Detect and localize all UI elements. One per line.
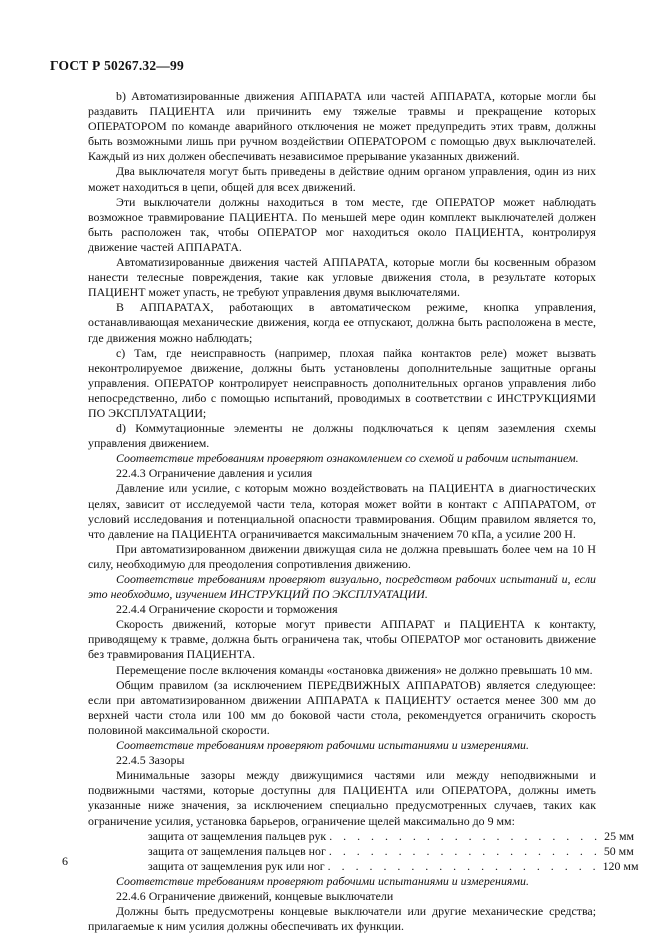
paragraph: Давление или усилие, с которым можно воздействовать на ПАЦИЕНТА в диагностических целях, зависит от исследуемой части тела, которая может войти в контакт с АППАРАТОМ, от условий исследования и потенциальной опасности травмирования. Общим правилом является то, что давление на ПАЦИЕНТА ограничивается максимальным значением 70 кПа, а усилие 200 Н. — [88, 481, 596, 541]
paragraph: Скорость движений, которые могут привести АППАРАТ и ПАЦИЕНТА к контакту, приводящему к травме, должна быть ограничена так, чтобы ОПЕРАТОР мог остановить движение без травмирования ПАЦИЕНТА. — [88, 617, 596, 662]
leader-dots: . . . . . . . . . . . . . . . . . . . . — [327, 858, 600, 873]
clearance-row — [148, 828, 635, 844]
paragraph: При автоматизированном движении движущая сила не должна превышать более чем на 10 Н силу, необходимую для преодоления сопротивления движению. — [88, 541, 596, 571]
paragraph: Перемещение после включения команды «остановка движения» не должно превышать 10 мм. — [116, 662, 593, 677]
compliance-note: Соответствие требованиям проверяют рабочими испытаниями и измерениями. — [116, 873, 529, 888]
clearance-label: защита от защемления пальцев рук — [148, 828, 327, 843]
compliance-note: Соответствие требованиям проверяют визуально, посредством рабочих испытаний и, если это необходимо, изучением ИНСТРУКЦИЙ ПО ЭКСПЛУАТАЦИИ. — [88, 572, 596, 602]
paragraph: Общим правилом (за исключением ПЕРЕДВИЖНЫХ АППАРАТОВ) является следующее: если при автоматизированном движении АППАРАТА к ПАЦИЕНТУ остается менее 300 мм до верхней части стола или 100 мм до боковой части стола, рекомендуется ограничить скорость половиной максимальной скорости. — [88, 677, 596, 737]
clearance-row — [148, 843, 634, 859]
paragraph: В АППАРАТАХ, работающих в автоматическом режиме, кнопка управления, останавливающая механические движения, когда ее отпускают, должна быть расположена в месте, где движения можно наблюдать; — [88, 300, 596, 345]
clearance-list — [88, 828, 639, 874]
paragraph: c) Там, где неисправность (например, плохая пайка контактов реле) может вызвать неконтролируемое движение, должны быть установлены дополнительные защитные органы управления. ОПЕРАТОР контролирует неисправность дополнительных органов управления либо непосредственно, либо с помощью испытаний, проводимых в соответствии с ИНСТРУКЦИЯМИ ПО ЭКСПЛУАТАЦИИ; — [88, 345, 596, 420]
paragraph: Минимальные зазоры между движущимися частями или между неподвижными и подвижными частями, которые доступны для ПАЦИЕНТА или ОПЕРАТОРА, должны иметь указанные ниже значения, за исключением специально предусмотренных случаев, таких как ограничение усилия, установка барьеров, ограничение щелей максимально до 9 мм: — [88, 768, 596, 828]
document-body — [88, 89, 639, 934]
paragraph: Два выключателя могут быть приведены в действие одним органом управления, один из них может находиться в цепи, общей для всех движений. — [88, 164, 596, 194]
clearance-value: 25 мм — [604, 828, 635, 843]
document-header: ГОСТ Р 50267.32—99 — [50, 58, 184, 73]
paragraph: Должны быть предусмотрены концевые выключатели или другие механические средства; прилагаемые к ним усилия должны обеспечивать их функции. — [88, 904, 596, 934]
clearance-row — [148, 858, 639, 874]
paragraph: b) Автоматизированные движения АППАРАТА или частей АППАРАТА, которые могли бы раздавить ПАЦИЕНТА или причинить ему тяжелые травмы и прекращение которых ОПЕРАТОРОМ по команде аварийного отключения не может предупредить этих травм, должны быть возможными лишь при ручном воздействии ОПЕРАТОРОМ с помощью двух выключателей. Каждый из них должен обеспечивать независимое прерывание указанных движений. — [88, 89, 596, 164]
clearance-value: 50 мм — [603, 843, 634, 858]
section-heading: 22.4.3 Ограничение давления и усилия — [116, 466, 313, 481]
clearance-value: 120 мм — [602, 858, 639, 873]
section-heading: 22.4.5 Зазоры — [116, 753, 185, 768]
clearance-label: защита от защемления пальцев ног — [148, 843, 326, 858]
page-number: 6 — [62, 854, 68, 868]
compliance-note: Соответствие требованиям проверяют ознакомлением со схемой и рабочим испытанием. — [116, 451, 579, 466]
compliance-note: Соответствие требованиям проверяют рабочими испытаниями и измерениями. — [116, 738, 529, 753]
section-heading: 22.4.4 Ограничение скорости и торможения — [116, 602, 338, 617]
section-heading: 22.4.6 Ограничение движений, концевые выключатели — [116, 888, 394, 903]
paragraph: d) Коммутационные элементы не должны подключаться к цепям заземления схемы управления движением. — [88, 421, 596, 451]
paragraph: Автоматизированные движения частей АППАРАТА, которые могли бы косвенным образом нанести телесные повреждения, такие как угловые движения стола, в результате которых ПАЦИЕНТ может упасть, не требуют управления двумя выключателями. — [88, 255, 596, 300]
leader-dots: . . . . . . . . . . . . . . . . . . . . — [329, 828, 602, 843]
leader-dots: . . . . . . . . . . . . . . . . . . . . — [328, 843, 601, 858]
paragraph: Эти выключатели должны находиться в том месте, где ОПЕРАТОР может наблюдать возможное травмирование ПАЦИЕНТА. По меньшей мере один комплект выключателей должен быть расположен так, чтобы ОПЕРАТОР мог находиться около ПАЦИЕНТА, контролируя движение частей АППАРАТА. — [88, 194, 596, 254]
clearance-label: защита от защемления рук или ног — [148, 858, 325, 873]
